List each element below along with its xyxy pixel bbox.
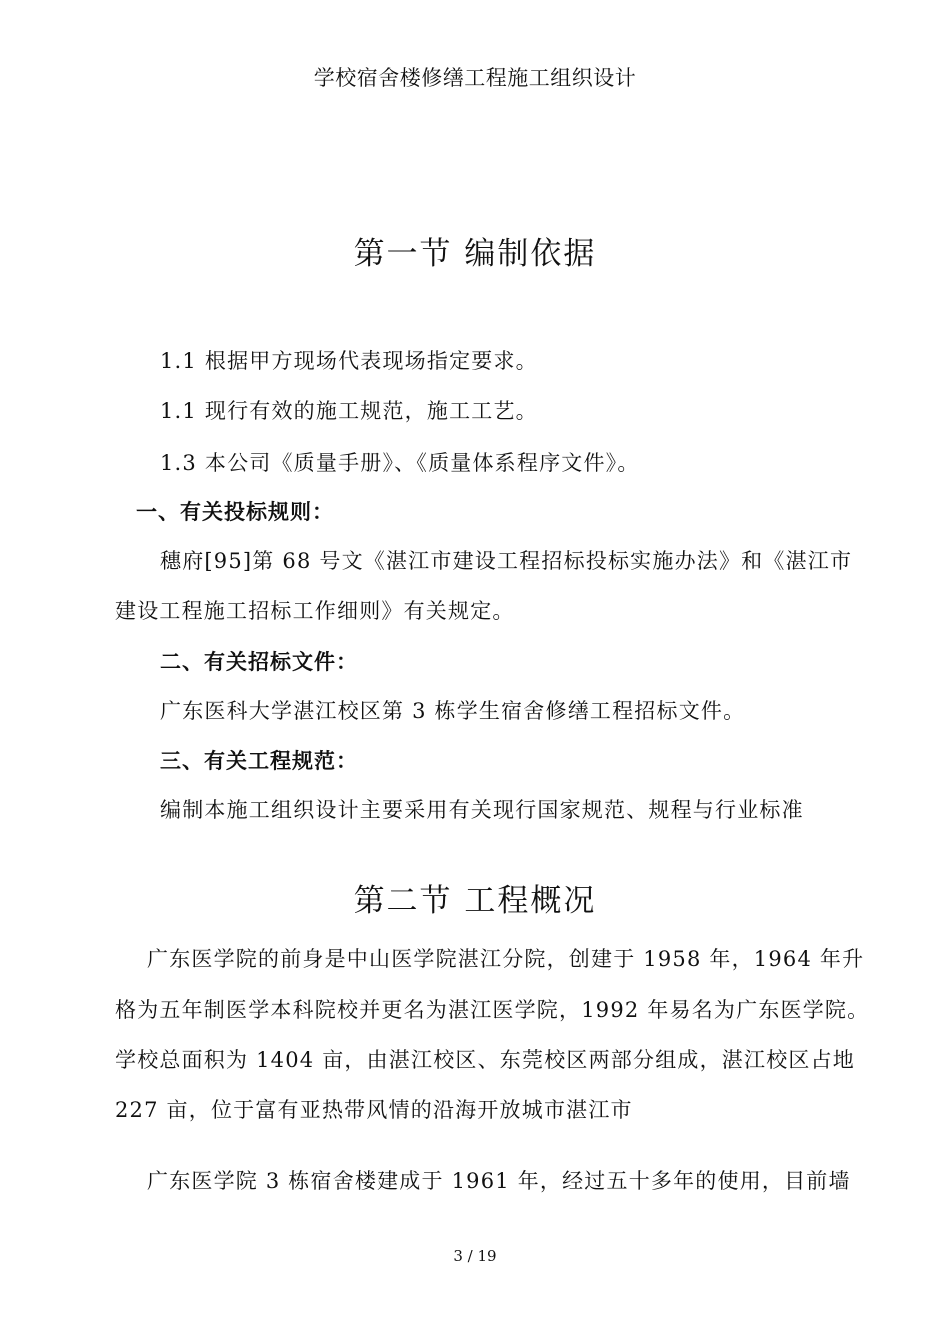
overview-para1-line-2: 格为五年制医学本科院校并更名为湛江医学院，1992 年易名为广东医学院。	[115, 998, 870, 1022]
basis-item-2: 1.1 现行有效的施工规范，施工工艺。	[160, 399, 538, 423]
overview-para1-line-4: 227 亩，位于富有亚热带风情的沿海开放城市湛江市	[115, 1098, 633, 1122]
engineering-codes-text: 编制本施工组织设计主要采用有关现行国家规范、规程与行业标准	[160, 798, 804, 822]
overview-para2-line-1: 广东医学院 3 栋宿舍楼建成于 1961 年，经过五十多年的使用，目前墙	[147, 1169, 851, 1193]
section-title-basis: 第一节 编制依据	[353, 236, 597, 272]
bidding-rules-line-1: 穗府[95]第 68 号文《湛江市建设工程招标投标实施办法》和《湛江市	[160, 549, 853, 573]
overview-para1-line-1: 广东医学院的前身是中山医学院湛江分院，创建于 1958 年，1964 年升	[147, 947, 865, 971]
tender-documents-text: 广东医科大学湛江校区第 3 栋学生宿舍修缮工程招标文件。	[160, 699, 746, 723]
bidding-rules-line-2: 建设工程施工招标工作细则》有关规定。	[115, 599, 515, 623]
overview-para1-line-3: 学校总面积为 1404 亩，由湛江校区、东莞校区两部分组成，湛江校区占地	[115, 1048, 855, 1072]
running-header: 学校宿舍楼修缮工程施工组织设计	[313, 66, 637, 90]
subheading-bidding-rules: 一、有关投标规则：	[136, 500, 334, 524]
basis-item-1: 1.1 根据甲方现场代表现场指定要求。	[160, 349, 538, 373]
subheading-engineering-codes: 三、有关工程规范：	[160, 749, 358, 773]
page-number: 3 / 19	[453, 1247, 497, 1265]
basis-item-3: 1.3 本公司《质量手册》、《质量体系程序文件》。	[160, 451, 640, 475]
section-title-overview: 第二节 工程概况	[353, 883, 597, 919]
subheading-tender-documents: 二、有关招标文件：	[160, 650, 358, 674]
